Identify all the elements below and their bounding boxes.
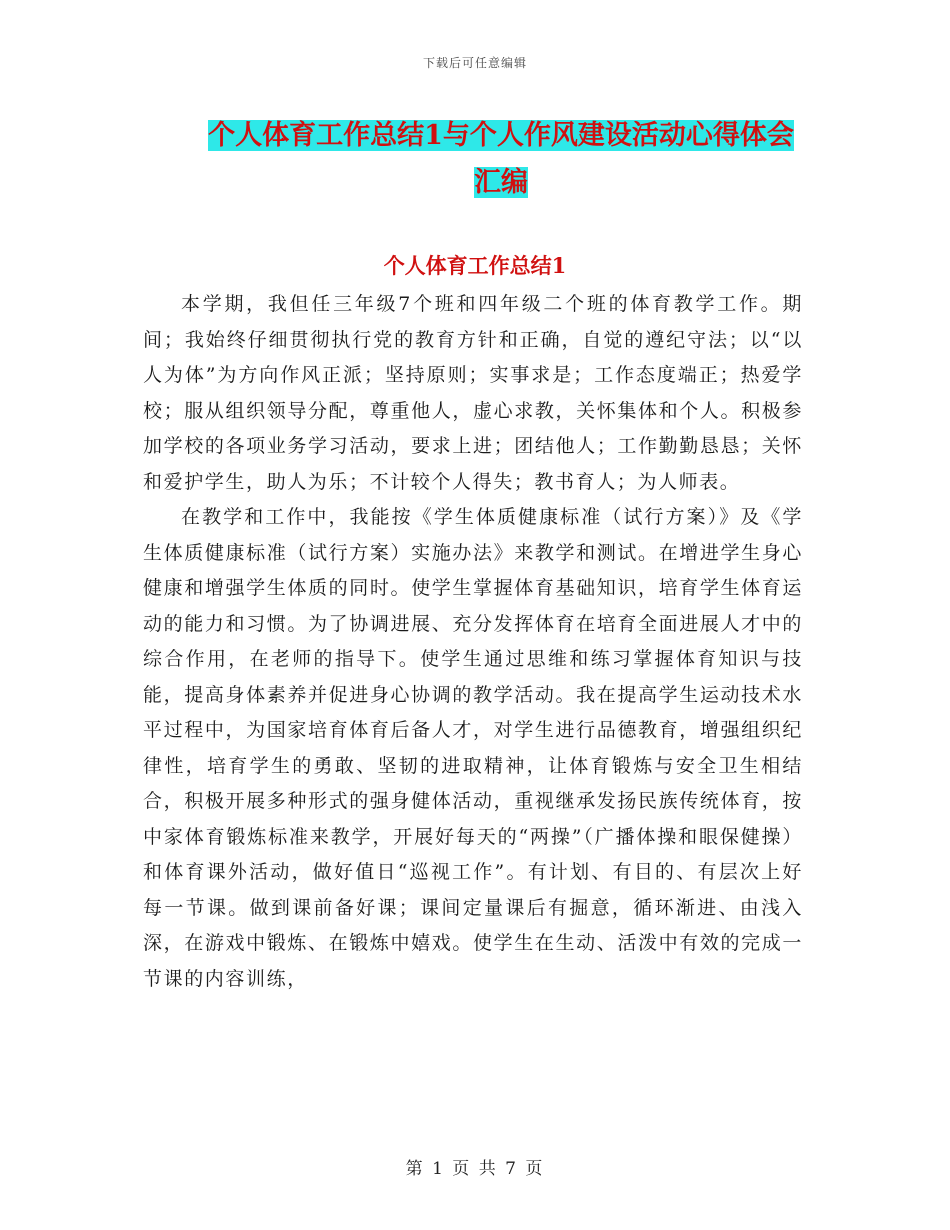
document-title bbox=[196, 112, 806, 206]
page-number: 第 1 页 共 7 页 bbox=[405, 1159, 545, 1179]
document-body bbox=[143, 287, 803, 997]
paragraph-2: 在教学和工作中，我能按《学生体质健康标准（试行方案）》及《学生体质健康标准（试行方案）实施办法》来教学和测试。在增进学生身心健康和增强学生体质的同时。使学生掌握体育基础知识，培育学生体育运动的能力和习惯。为了协调进展、充分发挥体育在培育全面进展人才中的综合作用，在老师的指导下。使学生通过思维和练习掌握体育知识与技能，提高身体素养并促进身心协调的教学活动。我在提高学生运动技术水平过程中，为国家培育体育后备人才，对学生进行品德教育，增强组织纪律性，培育学生的勇敢、坚韧的进取精神，让体育锻炼与安全卫生相结合，积极开展多种形式的强身健体活动，重视继承发扬民族传统体育，按中家体育锻炼标准来教学，开展好每天的“两操”（广播体操和眼保健操）和体育课外活动，做好值日“巡视工作”。有计划、有目的、有层次上好每一节课。做到课前备好课；课间定量课后有掘意，循环渐进、由浅入深，在游戏中锻炼、在锻炼中嬉戏。使学生在生动、活泼中有效的完成一节课的内容训练， bbox=[143, 506, 803, 990]
document-title-text: 个人体育工作总结1与个人作风建设活动心得体会汇编 bbox=[208, 120, 794, 198]
paragraph-1: 本学期，我但任三年级7个班和四年级二个班的体育教学工作。期间；我始终仔细贯彻执行党的教育方针和正确，自觉的遵纪守法；以“以人为体”为方向作风正派；坚持原则；实事求是；工作态度端正；热爱学校；服从组织领导分配，尊重他人，虚心求教，关怀集体和个人。积极参加学校的各项业务学习活动，要求上进；团结他人；工作勤勤恳恳；关怀和爱护学生，助人为乐；不计较个人得失；教书育人；为人师表。 bbox=[143, 293, 803, 493]
header-note: 下载后可任意编辑 bbox=[422, 56, 527, 70]
section-title: 个人体育工作总结1 bbox=[383, 253, 567, 278]
